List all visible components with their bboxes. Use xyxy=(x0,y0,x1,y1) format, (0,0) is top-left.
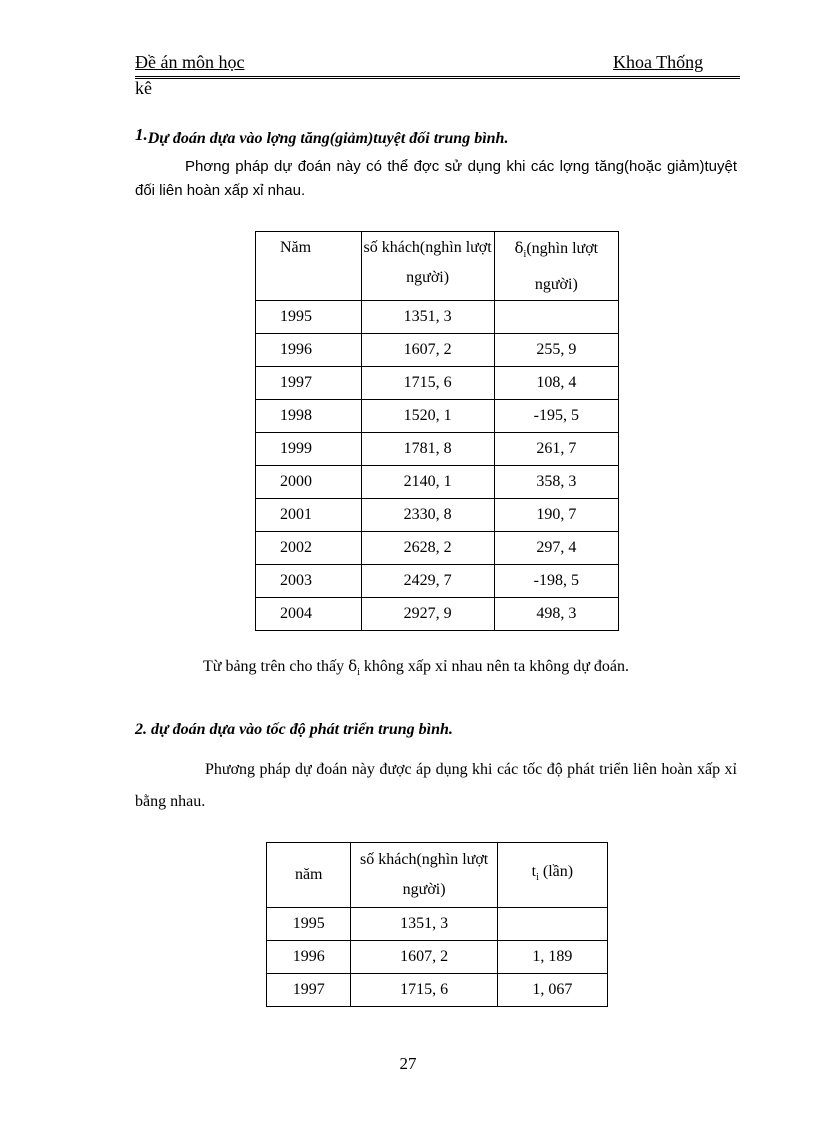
delta-header-label: (nghìn lượt người) xyxy=(526,240,599,294)
table-row xyxy=(267,974,608,1007)
header-faculty-continuation: kê xyxy=(135,78,152,98)
table-row xyxy=(256,532,619,565)
table1-cell-visitors: 2330, 8 xyxy=(361,499,494,532)
table1-cell-year: 2002 xyxy=(256,532,362,565)
section1-paragraph: Phơng pháp dự đoán này có thể đợc sử dụng khi các lợng tăng(hoặc giảm)tuyệt đối liên hoàn xấp xỉ nhau. xyxy=(135,158,737,199)
table-row xyxy=(256,334,619,367)
table1-cell-delta: 297, 4 xyxy=(494,532,618,565)
table2-cell-visitors: 1351, 3 xyxy=(351,908,497,941)
table2-cell-ratio: 1, 189 xyxy=(497,941,607,974)
table1-cell-delta: 255, 9 xyxy=(494,334,618,367)
table1-cell-delta: 190, 7 xyxy=(494,499,618,532)
table2-cell-year: 1996 xyxy=(267,941,351,974)
section1-title: Dự đoán dựa vào lợng tăng(giảm)tuyệt đối trung bình. xyxy=(147,130,509,147)
conclusion-after: không xấp xỉ nhau nên ta không dự đoán. xyxy=(359,658,629,675)
table1-cell-year: 1997 xyxy=(256,367,362,400)
table1-cell-year: 2004 xyxy=(256,598,362,631)
section2-heading: 2. dự đoán dựa vào tốc độ phát triển trung bình. xyxy=(135,721,453,738)
ratio-symbol: t xyxy=(531,862,537,880)
section2-paragraph: Phương pháp dự đoán này được áp dụng khi các tốc độ phát triển liên hoàn xấp xỉ bằng nhau. xyxy=(135,761,737,810)
conclusion-delta-subscript: i xyxy=(357,667,360,679)
section1-number: 1. xyxy=(135,125,148,144)
delta-symbol: δ xyxy=(514,239,524,257)
table1-cell-visitors: 2429, 7 xyxy=(361,565,494,598)
table1-cell-year: 1999 xyxy=(256,433,362,466)
table-row xyxy=(256,598,619,631)
table1-cell-delta: 358, 3 xyxy=(494,466,618,499)
table1-cell-visitors: 1781, 8 xyxy=(361,433,494,466)
table1-header-delta xyxy=(494,232,618,301)
table1-cell-visitors: 1351, 3 xyxy=(361,301,494,334)
section1-heading xyxy=(135,125,509,148)
table2-header-year: năm xyxy=(267,843,351,908)
table1-cell-visitors: 2927, 9 xyxy=(361,598,494,631)
conclusion-delta-symbol: δ xyxy=(348,657,358,675)
conclusion-sentence xyxy=(203,657,629,678)
table1-cell-visitors: 2140, 1 xyxy=(361,466,494,499)
table1-cell-delta: -195, 5 xyxy=(494,400,618,433)
table-row xyxy=(256,565,619,598)
table1-header-row xyxy=(256,232,619,301)
table-row xyxy=(256,301,619,334)
table1-cell-year: 1998 xyxy=(256,400,362,433)
table-row xyxy=(256,466,619,499)
table1-header-year: Năm xyxy=(256,232,362,301)
table2-cell-year: 1997 xyxy=(267,974,351,1007)
table2-cell-ratio: 1, 067 xyxy=(497,974,607,1007)
table1-cell-delta: 108, 4 xyxy=(494,367,618,400)
header-faculty: Khoa Thống xyxy=(613,52,704,72)
table2-cell-visitors: 1607, 2 xyxy=(351,941,497,974)
table1-cell-visitors: 1715, 6 xyxy=(361,367,494,400)
table-row xyxy=(267,908,608,941)
table2-cell-year: 1995 xyxy=(267,908,351,941)
table-row xyxy=(256,400,619,433)
table1-cell-year: 2001 xyxy=(256,499,362,532)
table2-body xyxy=(267,908,608,1007)
table1-cell-delta: 261, 7 xyxy=(494,433,618,466)
table-row xyxy=(267,941,608,974)
table-row xyxy=(256,433,619,466)
table2-cell-visitors: 1715, 6 xyxy=(351,974,497,1007)
table1-cell-delta xyxy=(494,301,618,334)
table1-cell-year: 1995 xyxy=(256,301,362,334)
ratio-header-label: (lần) xyxy=(538,862,574,880)
page-header xyxy=(135,52,740,79)
table-row xyxy=(256,367,619,400)
table2-header-row xyxy=(267,843,608,908)
header-course-title: Đề án môn học xyxy=(135,52,245,72)
conclusion-before: Từ bảng trên cho thấy xyxy=(203,658,349,675)
table-row xyxy=(256,499,619,532)
table1-cell-visitors: 1607, 2 xyxy=(361,334,494,367)
table2-header-ratio xyxy=(497,843,607,908)
table1-cell-year: 2003 xyxy=(256,565,362,598)
table1-cell-delta: -198, 5 xyxy=(494,565,618,598)
table1-header-visitors: số khách(nghìn lượt người) xyxy=(361,232,494,301)
table1-cell-visitors: 1520, 1 xyxy=(361,400,494,433)
page-number: 27 xyxy=(399,1054,417,1073)
delta-subscript: i xyxy=(523,249,527,261)
table2-header-visitors: số khách(nghìn lượt người) xyxy=(351,843,497,908)
ratio-subscript: i xyxy=(536,872,539,884)
table1-body xyxy=(256,301,619,631)
table-absolute-change xyxy=(255,231,619,631)
table1-cell-year: 2000 xyxy=(256,466,362,499)
table1-cell-year: 1996 xyxy=(256,334,362,367)
table1-cell-visitors: 2628, 2 xyxy=(361,532,494,565)
table2-cell-ratio xyxy=(497,908,607,941)
table1-cell-delta: 498, 3 xyxy=(494,598,618,631)
table-growth-rate xyxy=(266,842,608,1007)
